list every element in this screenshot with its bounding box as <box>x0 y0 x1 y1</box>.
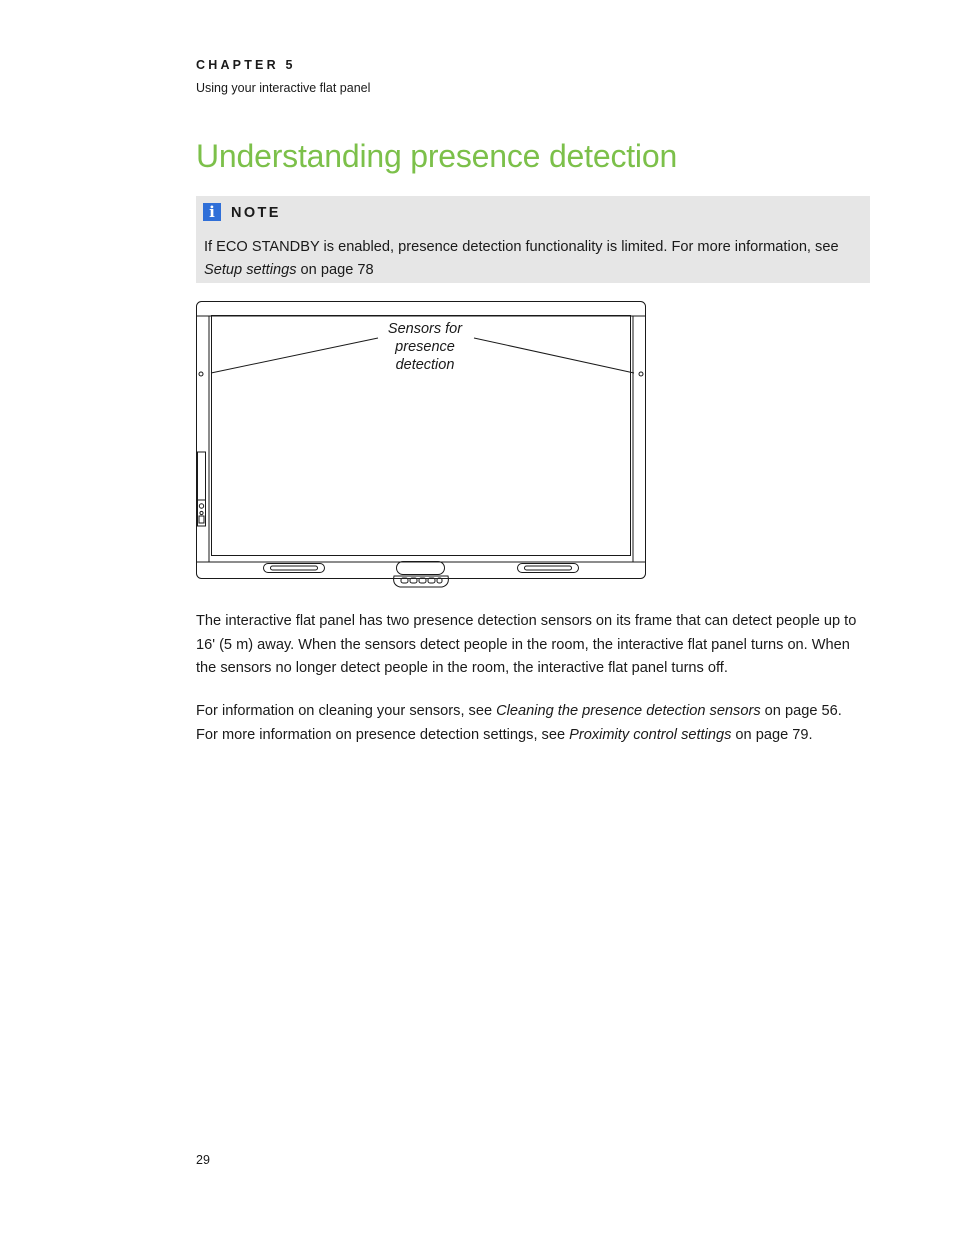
note-box <box>196 196 870 283</box>
sensor-callout <box>366 320 484 374</box>
note-text-before: If ECO STANDBY is enabled, presence detection functionality is limited. For more information, see <box>204 239 839 255</box>
page-title: Understanding presence detection <box>196 138 678 174</box>
note-link-setup-settings[interactable]: Setup settings <box>204 262 297 278</box>
link-proximity-settings[interactable]: Proximity control settings <box>569 726 732 743</box>
center-module <box>397 562 445 575</box>
para-text: on page 56. For more information on presence detection settings, see <box>196 703 842 743</box>
callout-line: Sensors for <box>387 321 463 337</box>
info-icon: i <box>203 203 221 221</box>
panel-figure <box>196 300 648 592</box>
body-paragraph-references <box>196 700 866 747</box>
chapter-subtitle: Using your interactive flat panel <box>196 81 371 95</box>
right-pen-tray <box>518 564 579 573</box>
callout-line: detection <box>395 357 455 373</box>
note-text <box>204 236 868 282</box>
left-leader-line <box>211 338 378 373</box>
para-text: For information on cleaning your sensors, see <box>196 703 497 719</box>
link-cleaning-sensors[interactable]: Cleaning the presence detection sensors <box>496 703 761 719</box>
note-heading: NOTE <box>231 205 281 221</box>
left-sensor <box>199 372 203 376</box>
right-sensor <box>639 372 643 376</box>
body-paragraph-sensors: The interactive flat panel has two presence detection sensors on its frame that can detect people up to 16' (5 m) away. When the sensors detect people in the room, the interactive flat panel turns on. When the sensors no longer detect people in the room, the interactive flat panel turns off. <box>196 613 857 676</box>
page-number: 29 <box>196 1153 210 1167</box>
chapter-label: CHAPTER 5 <box>196 58 296 72</box>
callout-line: presence <box>395 339 455 355</box>
right-leader-line <box>474 338 634 373</box>
note-text-after: on page 78 <box>296 262 374 278</box>
para-text: on page 79. <box>731 726 813 743</box>
left-pen-tray <box>264 564 325 573</box>
